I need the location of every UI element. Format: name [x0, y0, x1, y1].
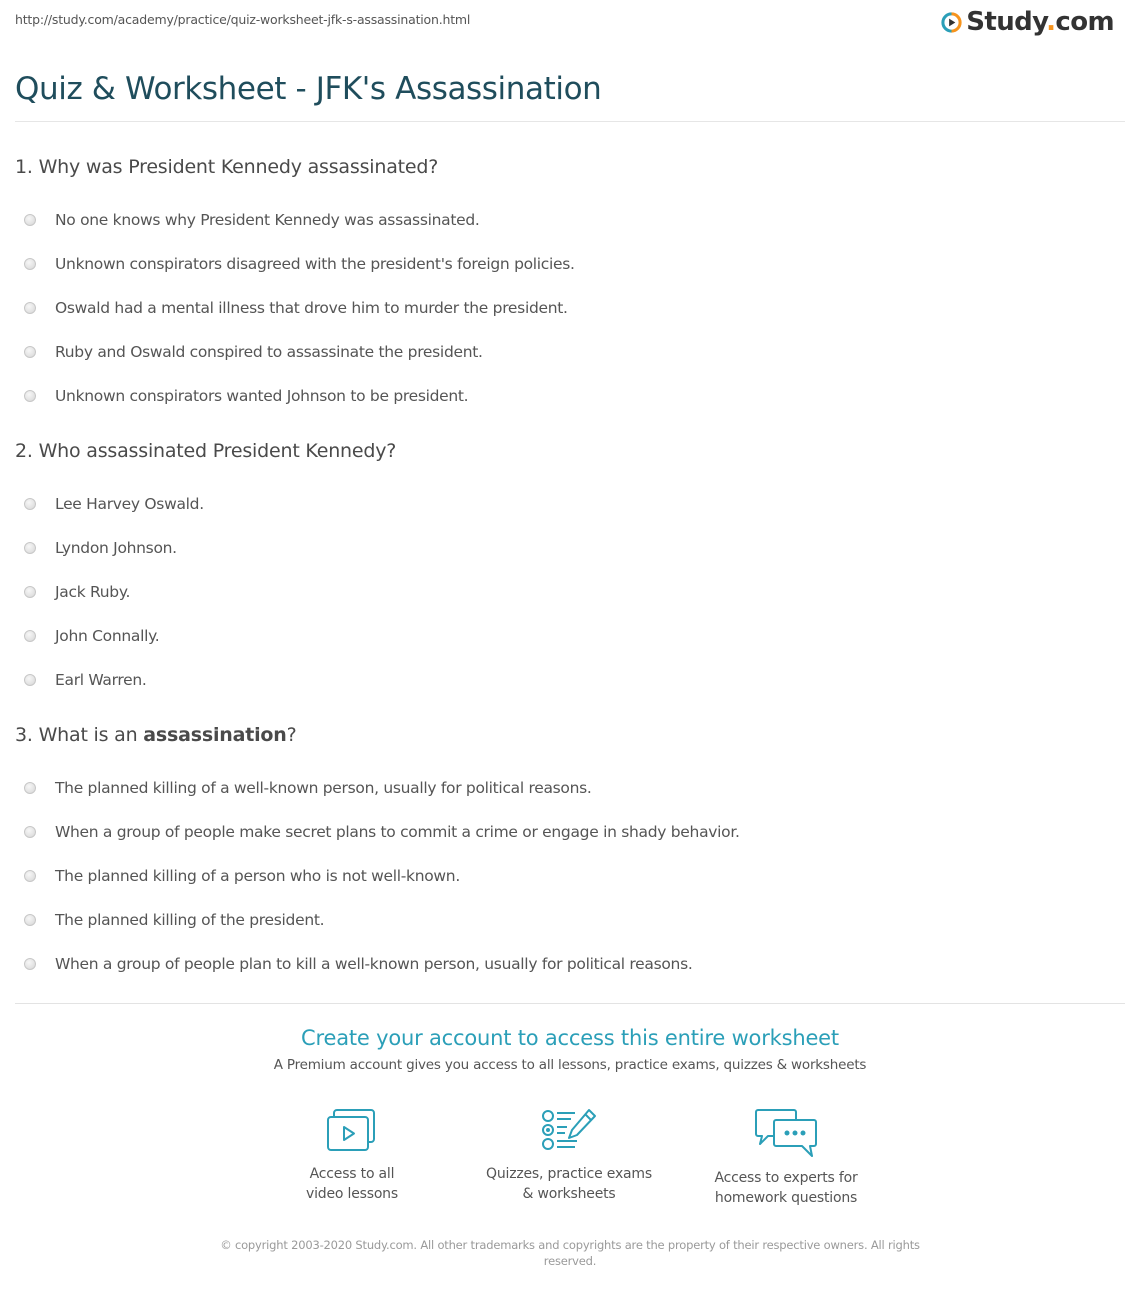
radio-button[interactable]	[24, 302, 36, 314]
cta-subtitle: A Premium account gives you access to all lessons, practice exams, quizzes & worksheets	[273, 1057, 867, 1073]
answer-option[interactable]: The planned killing of a person who is not well-known.	[15, 854, 1125, 898]
radio-button[interactable]	[24, 870, 36, 882]
chat-bubbles-icon	[754, 1108, 818, 1158]
answer-option[interactable]: The planned killing of the president.	[15, 898, 1125, 942]
answer-option[interactable]: Unknown conspirators wanted Johnson to be president.	[15, 374, 1125, 418]
answer-option[interactable]: Oswald had a mental illness that drove him to murder the president.	[15, 286, 1125, 330]
answer-option[interactable]: When a group of people plan to kill a well-known person, usually for political reasons.	[15, 942, 1125, 986]
divider	[15, 1003, 1125, 1004]
question-title: 2. Who assassinated President Kennedy?	[15, 440, 397, 462]
answer-option[interactable]: The planned killing of a well-known person, usually for political reasons.	[15, 766, 1125, 810]
answer-option[interactable]: No one knows why President Kennedy was assassinated.	[15, 198, 1125, 242]
play-logo-icon	[941, 12, 962, 33]
answer-option[interactable]: Unknown conspirators disagreed with the president's foreign policies.	[15, 242, 1125, 286]
feature-video-lessons	[252, 1108, 452, 1204]
answer-option[interactable]: Ruby and Oswald conspired to assassinate the president.	[15, 330, 1125, 374]
radio-button[interactable]	[24, 542, 36, 554]
question-3	[15, 723, 1125, 986]
radio-button[interactable]	[24, 390, 36, 402]
radio-button[interactable]	[24, 258, 36, 270]
feature-experts	[686, 1108, 886, 1208]
logo-wordmark: Study.com	[966, 7, 1114, 37]
answer-option[interactable]: Lee Harvey Oswald.	[15, 482, 1125, 526]
answer-option[interactable]: John Connally.	[15, 614, 1125, 658]
question-1	[15, 155, 1125, 418]
radio-button[interactable]	[24, 674, 36, 686]
answer-option[interactable]: When a group of people make secret plans to commit a crime or engage in shady behavior.	[15, 810, 1125, 854]
copyright-notice: © copyright 2003-2020 Study.com. All other trademarks and copyrights are the property of their respective owners. All rights reserved.	[220, 1238, 920, 1268]
page-title: Quiz & Worksheet - JFK's Assassination	[15, 71, 602, 107]
radio-button[interactable]	[24, 958, 36, 970]
feature-quizzes	[469, 1108, 669, 1204]
radio-button[interactable]	[24, 214, 36, 226]
cta-title[interactable]: Create your account to access this entire worksheet	[301, 1026, 839, 1050]
quiz-checklist-icon	[541, 1108, 597, 1154]
video-lessons-icon	[326, 1108, 378, 1154]
answer-options	[15, 766, 1125, 986]
feature-label: Quizzes, practice exams & worksheets	[486, 1166, 652, 1202]
feature-label: Access to experts for homework questions	[714, 1170, 858, 1206]
page-url: http://study.com/academy/practice/quiz-worksheet-jfk-s-assassination.html	[15, 12, 471, 27]
feature-label: Access to all video lessons	[306, 1166, 398, 1202]
answer-options	[15, 198, 1125, 418]
question-title: 3. What is an assassination?	[15, 724, 297, 746]
radio-button[interactable]	[24, 914, 36, 926]
radio-button[interactable]	[24, 630, 36, 642]
answer-options	[15, 482, 1125, 702]
radio-button[interactable]	[24, 826, 36, 838]
answer-option[interactable]: Earl Warren.	[15, 658, 1125, 702]
radio-button[interactable]	[24, 586, 36, 598]
radio-button[interactable]	[24, 782, 36, 794]
divider	[15, 121, 1125, 122]
answer-option[interactable]: Jack Ruby.	[15, 570, 1125, 614]
answer-option[interactable]: Lyndon Johnson.	[15, 526, 1125, 570]
question-2	[15, 439, 1125, 702]
radio-button[interactable]	[24, 346, 36, 358]
radio-button[interactable]	[24, 498, 36, 510]
study-logo[interactable]	[941, 9, 1114, 35]
question-title: 1. Why was President Kennedy assassinated?	[15, 156, 439, 178]
